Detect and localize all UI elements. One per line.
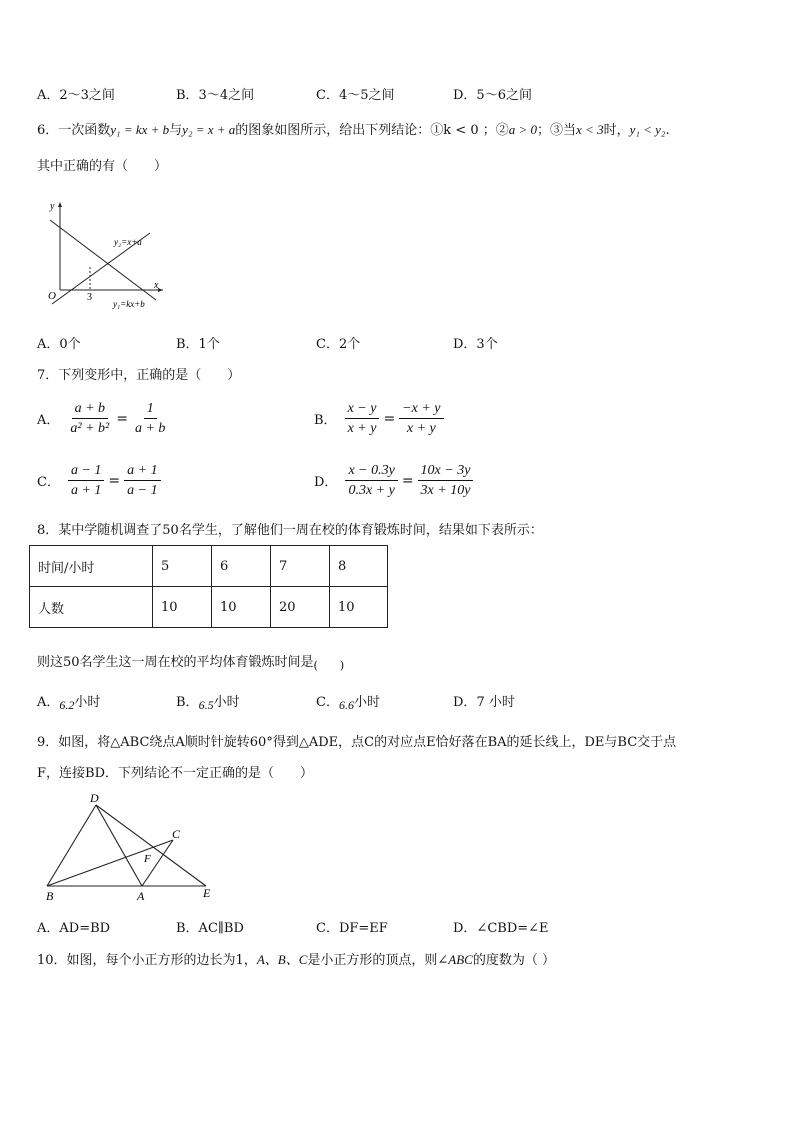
q6-line1-label: y₂=x+a bbox=[114, 237, 142, 247]
q7-option-c-label: C． bbox=[37, 475, 60, 490]
q7-b-right-num: −x + y bbox=[399, 399, 443, 419]
q8-option-d bbox=[453, 691, 515, 710]
q7-b-right bbox=[399, 399, 443, 438]
q7-option-d: D． $\frac{x - 0.3y}{0.3x + y}$ = $\frac{10x - 3y}{3x + 10y}$ bbox=[314, 461, 473, 500]
q10-stem-end: 的度数为（ ） bbox=[472, 953, 555, 968]
q9-label-d: D bbox=[90, 791, 99, 805]
q6-stem-prefix: 6．一次函数 bbox=[37, 123, 111, 138]
q8-option-a-value: 6.2 bbox=[59, 698, 75, 712]
q7-option-b: B． $\frac{x - y}{x + y}$ = $\frac{-x + y}{x + y}$ bbox=[314, 399, 444, 438]
q7-stem: 7．下列变形中，正确的是（ ） bbox=[37, 368, 241, 383]
q7-option-a: A． $\frac{a + b}{\text{a² + b²}}$ = $\frac{1}{a + b}$ bbox=[37, 399, 168, 438]
q7-d-right bbox=[418, 461, 474, 500]
q8-question-paren: ( ) bbox=[313, 659, 345, 672]
q6-stem-y2: y₂ = x + a bbox=[182, 122, 236, 137]
q7-option-a-label: A． bbox=[37, 413, 60, 428]
q9-line-da bbox=[96, 805, 142, 886]
q8-cell: 10 bbox=[330, 587, 388, 628]
q7-d-left-den: 0.3x + y bbox=[348, 483, 395, 498]
q8-option-c bbox=[316, 691, 380, 713]
q10-stem bbox=[37, 949, 555, 968]
q7-b-left-num: x − y bbox=[345, 399, 380, 419]
q6-y-arrow bbox=[58, 202, 62, 207]
q6-stem-mid3: 时， bbox=[603, 123, 630, 138]
q8-option-d-unit: 小时 bbox=[488, 695, 515, 710]
q6-graph bbox=[38, 196, 178, 314]
q6-origin-label: O bbox=[48, 290, 56, 302]
q6-stem-ineq: y₁ < y₂ bbox=[629, 122, 666, 137]
q7-b-right-den: x + y bbox=[406, 421, 436, 436]
q6-stem-mid2: ；③当 bbox=[537, 123, 577, 138]
q8-header-cell: 7 bbox=[271, 546, 330, 587]
q8-option-a-unit: 小时 bbox=[74, 695, 101, 710]
q7-a-right-den: a + b bbox=[134, 421, 166, 436]
q10-stem-angle: ∠ABC bbox=[437, 952, 473, 967]
q6-tick-label: 3 bbox=[87, 292, 92, 303]
q6-stem-a: a > 0 bbox=[508, 122, 538, 137]
q7-c-right bbox=[124, 461, 160, 500]
q7-c-right-num: a + 1 bbox=[124, 461, 160, 481]
q7-a-right-num: 1 bbox=[144, 399, 157, 419]
q5-option-a: A．2～3之间 bbox=[37, 88, 115, 103]
q9-stem-line2: F，连接BD．下列结论不一定正确的是（ ） bbox=[37, 766, 313, 781]
q7-d-left-num: x − 0.3y bbox=[345, 461, 397, 481]
q8-question-text: 则这50名学生这一周在校的平均体育锻炼时间是 bbox=[37, 655, 314, 670]
q6-option-a: A．0个 bbox=[37, 337, 81, 352]
q9-line-bd bbox=[47, 805, 96, 886]
q7-a-left bbox=[67, 399, 112, 438]
q8-question bbox=[37, 651, 344, 673]
q6-line-y1 bbox=[50, 220, 156, 300]
q5-option-d: D．5～6之间 bbox=[453, 88, 532, 103]
q9-figure bbox=[40, 788, 220, 906]
q9-label-a: A bbox=[137, 889, 145, 903]
q7-c-left-den: a + 1 bbox=[70, 483, 102, 498]
q8-option-c-value: 6.6 bbox=[338, 698, 354, 712]
q8-header-cell: 6 bbox=[212, 546, 271, 587]
q7-d-left bbox=[345, 461, 397, 500]
q8-option-a bbox=[37, 691, 100, 713]
q7-c-left-num: a − 1 bbox=[68, 461, 104, 481]
q9-line-bc bbox=[47, 840, 173, 886]
q6-stem-y1: y₁ = kx + b bbox=[110, 122, 170, 137]
q7-b-left bbox=[345, 399, 380, 438]
q7-option-c: C． $\frac{a - 1}{a + 1}$ = $\frac{a + 1}{a - 1}$ bbox=[37, 461, 161, 500]
q8-row-label: 人数 bbox=[30, 587, 153, 628]
q6-y-label: y bbox=[50, 201, 55, 212]
q5-option-b: B．3～4之间 bbox=[176, 88, 255, 103]
q7-c-right-den: a − 1 bbox=[127, 483, 158, 498]
q9-option-d: D．∠CBD=∠E bbox=[453, 921, 549, 936]
q9-line-de bbox=[96, 805, 206, 886]
q8-header-label: 时间/小时 bbox=[30, 546, 153, 587]
q6-line2-label: y₁=kx+b bbox=[113, 299, 145, 309]
q8-cell: 10 bbox=[212, 587, 271, 628]
q8-option-a-label: A． bbox=[37, 695, 60, 710]
q6-stem-and: 与 bbox=[169, 123, 183, 138]
q9-label-f: F bbox=[144, 853, 151, 865]
q5-option-c: C．4～5之间 bbox=[316, 88, 395, 103]
q10-stem-prefix: 10．如图，每个小正方形的边长为1， bbox=[37, 953, 257, 968]
q7-a-left-num: a + b bbox=[72, 399, 108, 419]
q6-stem-mid: 的图象如图所示，给出下列结论：①k < 0 ；② bbox=[235, 123, 509, 138]
q6-stem-line2: 其中正确的有（ ） bbox=[37, 159, 168, 174]
q8-option-c-unit: 小时 bbox=[353, 695, 380, 710]
q8-header-cell: 8 bbox=[330, 546, 388, 587]
q9-label-e: E bbox=[203, 886, 211, 900]
q7-a-left-den: a² + b² bbox=[70, 421, 110, 436]
q9-option-c: C．DF=EF bbox=[316, 921, 388, 936]
q8-option-c-label: C． bbox=[316, 695, 339, 710]
q6-option-b: B．1个 bbox=[176, 337, 220, 352]
table-row bbox=[30, 546, 388, 587]
table-row bbox=[30, 587, 388, 628]
q7-b-left-den: x + y bbox=[347, 421, 377, 436]
q7-c-left bbox=[68, 461, 104, 500]
q10-stem-mid: 是小正方形的顶点，则 bbox=[307, 953, 438, 968]
q6-x-arrow bbox=[158, 288, 163, 292]
q6-option-c: C．2个 bbox=[316, 337, 361, 352]
q10-stem-points: A、B、C bbox=[256, 952, 308, 967]
q8-option-b-unit: 小时 bbox=[213, 695, 240, 710]
q8-table bbox=[29, 545, 388, 628]
q8-cell: 20 bbox=[271, 587, 330, 628]
q6-stem bbox=[37, 119, 670, 138]
q9-option-b: B．AC∥BD bbox=[176, 921, 244, 936]
q8-header-cell: 5 bbox=[153, 546, 212, 587]
q9-label-c: C bbox=[172, 827, 181, 841]
q7-a-right bbox=[132, 399, 168, 438]
q7-d-right-num: 10x − 3y bbox=[418, 461, 474, 481]
q8-option-b-value: 6.5 bbox=[198, 698, 214, 712]
q8-option-b-label: B． bbox=[176, 695, 199, 710]
q8-option-d-label: D． bbox=[453, 695, 477, 710]
q8-option-d-value: 7 bbox=[476, 695, 485, 710]
q7-d-right-den: 3x + 10y bbox=[420, 483, 471, 498]
q7-option-d-label: D． bbox=[314, 475, 338, 490]
q9-option-a: A．AD=BD bbox=[37, 921, 111, 936]
q9-label-b: B bbox=[46, 889, 54, 903]
q6-stem-end: . bbox=[665, 123, 670, 138]
q8-cell: 10 bbox=[153, 587, 212, 628]
q7-option-b-label: B． bbox=[314, 413, 337, 428]
q8-stem: 8．某中学随机调查了50名学生，了解他们一周在校的体育锻炼时间，结果如下表所示： bbox=[37, 523, 543, 538]
q6-option-d: D．3个 bbox=[453, 337, 498, 352]
q8-option-b bbox=[176, 691, 240, 713]
q9-stem-line1: 9．如图，将△ABC绕点A顺时针旋转60°得到△ADE，点C的对应点E恰好落在BA的延长线上，DE与BC交于点 bbox=[37, 735, 677, 750]
q6-stem-cond: x < 3 bbox=[576, 122, 604, 137]
q6-x-label: x bbox=[154, 280, 159, 291]
